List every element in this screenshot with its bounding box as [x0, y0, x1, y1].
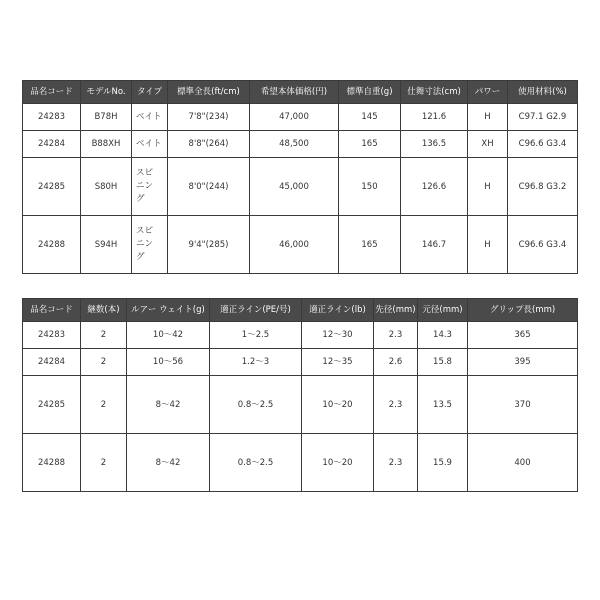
line-pe: 1.2〜3 [210, 349, 302, 376]
standard-length: 8'0"(244) [168, 158, 250, 216]
line-lb: 12〜30 [302, 322, 374, 349]
price: 47,000 [250, 104, 339, 131]
power: XH [468, 131, 508, 158]
pieces: 2 [81, 349, 127, 376]
closed-length: 121.6 [401, 104, 468, 131]
butt-diameter: 13.5 [418, 376, 468, 434]
line-header-lure-weight: ルアー ウェイト(g) [127, 299, 210, 322]
closed-length: 146.7 [401, 216, 468, 274]
rod-type-line: ニン [136, 239, 154, 249]
spec-header-model: モデルNo. [81, 81, 132, 104]
grip-length: 395 [468, 349, 578, 376]
table-row [23, 376, 578, 434]
rod-type-line: スピ [136, 226, 154, 236]
product-code: 24284 [23, 131, 81, 158]
material: C96.8 G3.2 [508, 158, 578, 216]
power: H [468, 104, 508, 131]
grip-length: 370 [468, 376, 578, 434]
product-code: 24288 [23, 434, 81, 492]
rod-spec-table [22, 80, 578, 274]
line-header-code: 品名コード [23, 299, 81, 322]
standard-length: 7'8"(234) [168, 104, 250, 131]
model-number: B78H [81, 104, 132, 131]
table-row [23, 434, 578, 492]
rod-type: ベイト [132, 131, 168, 158]
pieces: 2 [81, 322, 127, 349]
table-row [23, 104, 578, 131]
standard-length: 9'4"(285) [168, 216, 250, 274]
product-code: 24283 [23, 104, 81, 131]
rod-type: ベイト [132, 104, 168, 131]
spec-header-power: パワー [468, 81, 508, 104]
grip-length: 365 [468, 322, 578, 349]
lure-weight: 8〜42 [127, 434, 210, 492]
rod-type-line: スピ [136, 168, 154, 178]
butt-diameter: 15.8 [418, 349, 468, 376]
material: C97.1 G2.9 [508, 104, 578, 131]
line-header-line-lb: 適正ライン(lb) [302, 299, 374, 322]
pieces: 2 [81, 434, 127, 492]
rod-type [132, 158, 168, 216]
line-pe: 0.8〜2.5 [210, 434, 302, 492]
line-header-grip-length: グリップ長(mm) [468, 299, 578, 322]
line-lb: 10〜20 [302, 434, 374, 492]
tip-diameter: 2.3 [374, 376, 418, 434]
rod-line-spec-table [22, 298, 578, 492]
closed-length: 136.5 [401, 131, 468, 158]
spec-header-weight: 標準自重(g) [339, 81, 401, 104]
line-header-line-pe: 適正ライン(PE/号) [210, 299, 302, 322]
tip-diameter: 2.3 [374, 434, 418, 492]
model-number: S94H [81, 216, 132, 274]
line-lb: 10〜20 [302, 376, 374, 434]
product-code: 24285 [23, 158, 81, 216]
butt-diameter: 14.3 [418, 322, 468, 349]
lure-weight: 10〜56 [127, 349, 210, 376]
spec-header-price: 希望本体価格(円) [250, 81, 339, 104]
pieces: 2 [81, 376, 127, 434]
weight: 165 [339, 131, 401, 158]
weight: 150 [339, 158, 401, 216]
tip-diameter: 2.3 [374, 322, 418, 349]
rod-type [132, 216, 168, 274]
rod-type-line: グ [136, 194, 145, 204]
model-number: B88XH [81, 131, 132, 158]
price: 48,500 [250, 131, 339, 158]
weight: 165 [339, 216, 401, 274]
grip-length: 400 [468, 434, 578, 492]
product-code: 24288 [23, 216, 81, 274]
rod-type-line: グ [136, 252, 145, 262]
standard-length: 8'8"(264) [168, 131, 250, 158]
table-row [23, 322, 578, 349]
spec-header-code: 品名コード [23, 81, 81, 104]
price: 45,000 [250, 158, 339, 216]
power: H [468, 216, 508, 274]
tip-diameter: 2.6 [374, 349, 418, 376]
rod-type-line: ニン [136, 181, 154, 191]
product-code: 24283 [23, 322, 81, 349]
spec-header-type: タイプ [132, 81, 168, 104]
material: C96.6 G3.4 [508, 216, 578, 274]
table-row [23, 131, 578, 158]
line-header-row [23, 299, 578, 322]
spec-header-row [23, 81, 578, 104]
line-header-pieces: 継数(本) [81, 299, 127, 322]
table-row [23, 158, 578, 216]
spec-header-material: 使用材料(%) [508, 81, 578, 104]
weight: 145 [339, 104, 401, 131]
line-pe: 1〜2.5 [210, 322, 302, 349]
lure-weight: 10〜42 [127, 322, 210, 349]
spec-header-length: 標準全長(ft/cm) [168, 81, 250, 104]
model-number: S80H [81, 158, 132, 216]
price: 46,000 [250, 216, 339, 274]
spec-header-closed-length: 仕舞寸法(cm) [401, 81, 468, 104]
product-code: 24284 [23, 349, 81, 376]
table-row [23, 349, 578, 376]
line-pe: 0.8〜2.5 [210, 376, 302, 434]
closed-length: 126.6 [401, 158, 468, 216]
product-code: 24285 [23, 376, 81, 434]
butt-diameter: 15.9 [418, 434, 468, 492]
power: H [468, 158, 508, 216]
line-header-butt-diameter: 元径(mm) [418, 299, 468, 322]
line-lb: 12〜35 [302, 349, 374, 376]
line-header-tip-diameter: 先径(mm) [374, 299, 418, 322]
table-row [23, 216, 578, 274]
lure-weight: 8〜42 [127, 376, 210, 434]
material: C96.6 G3.4 [508, 131, 578, 158]
